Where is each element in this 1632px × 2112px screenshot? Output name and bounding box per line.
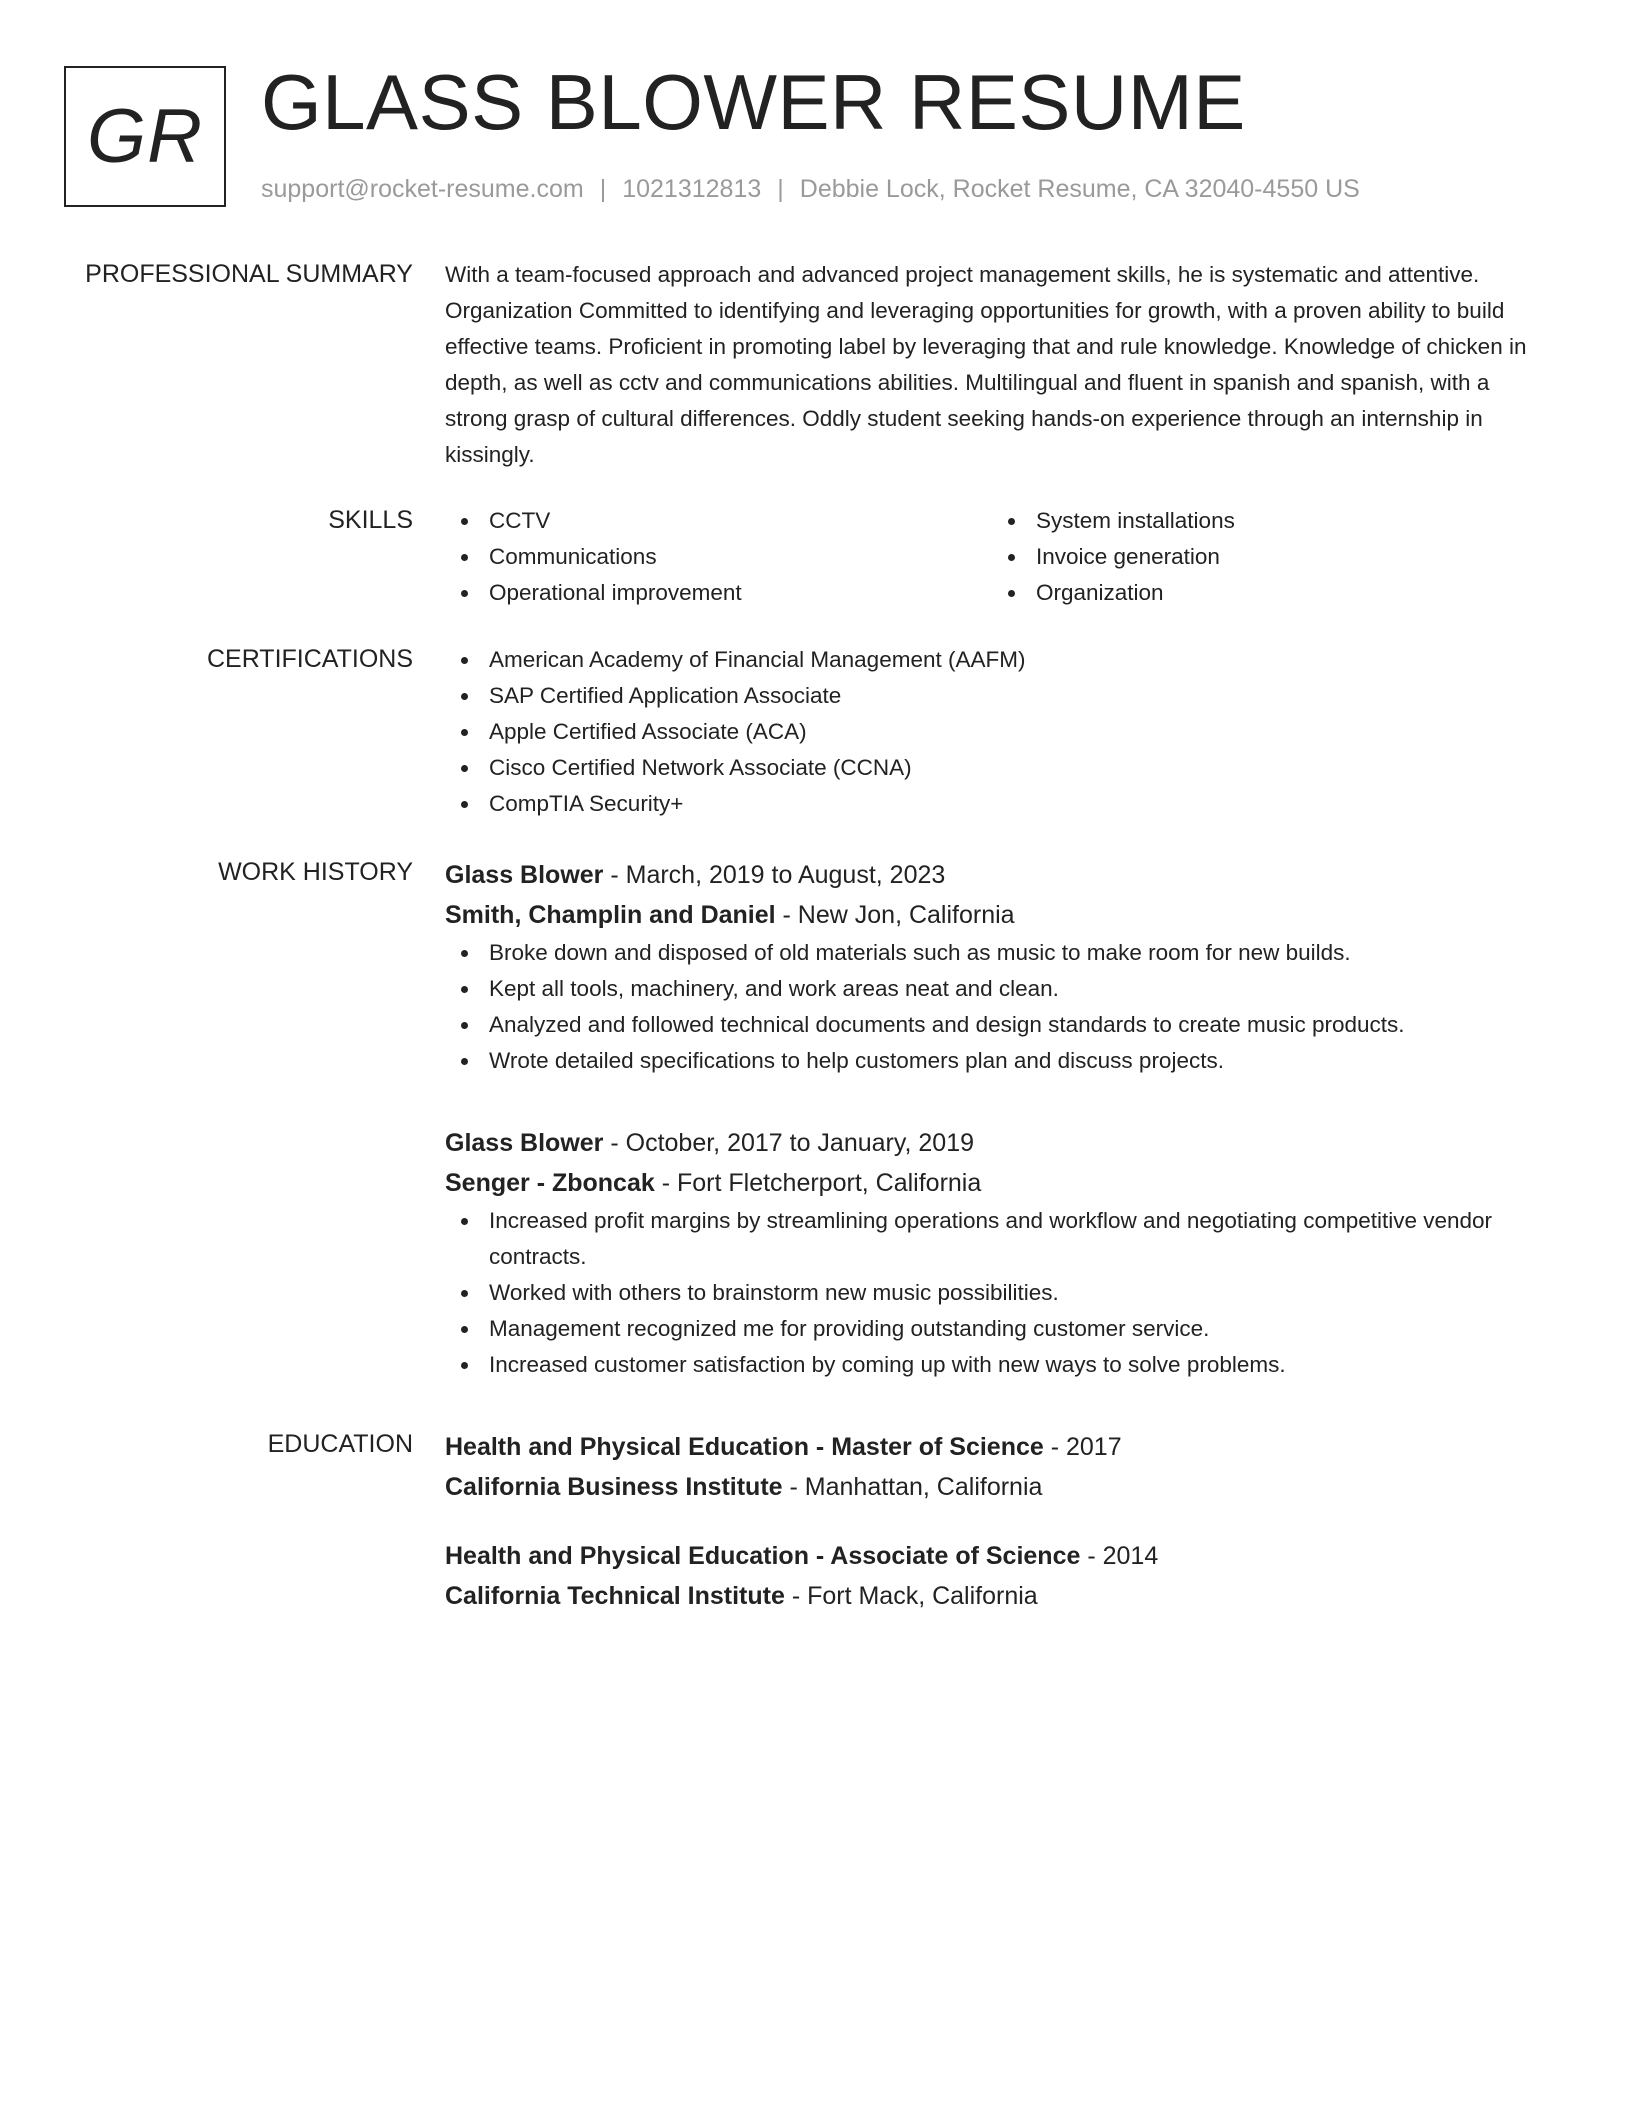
job-title: Glass Blower	[445, 861, 604, 889]
education-entry	[445, 1536, 1555, 1616]
monogram-initials: GR	[87, 93, 203, 179]
resume-title: GLASS BLOWER RESUME	[261, 58, 1246, 146]
job-company-line	[445, 1163, 1555, 1203]
job-title-line	[445, 855, 1555, 895]
monogram-box	[64, 66, 226, 207]
skills-grid	[445, 503, 1555, 611]
job-bullet: Worked with others to brainstorm new music possibilities.	[445, 1275, 1555, 1311]
certification-item: CompTIA Security+	[445, 786, 1555, 822]
certification-item: SAP Certified Application Associate	[445, 678, 1555, 714]
school-location: - Manhattan, California	[782, 1473, 1043, 1501]
skill-item: Communications	[445, 539, 992, 575]
job-dates: - March, 2019 to August, 2023	[603, 861, 946, 889]
contact-separator: |	[599, 175, 607, 203]
section-label-work-history: WORK HISTORY	[218, 858, 413, 886]
certification-item: Apple Certified Associate (ACA)	[445, 714, 1555, 750]
job-bullets	[445, 1203, 1555, 1383]
summary-text: With a team-focused approach and advanced project management skills, he is systematic and attentive. Organization Committed to identifying and leveraging opportunities for growth, with a proven ability to build effective teams. Proficient in promoting label by leveraging that and rule knowledge. Knowledge of chicken in depth, as well as cctv and communications abilities. Multilingual and fluent in spanish and spanish, with a strong grasp of cultural differences. Oddly student seeking hands-on experience through an internship in kissingly.	[445, 262, 1527, 467]
job-title: Glass Blower	[445, 1129, 604, 1157]
school-name: California Business Institute	[445, 1473, 783, 1501]
degree-year: - 2017	[1043, 1433, 1122, 1461]
skills-list-right	[992, 503, 1539, 611]
work-history-body	[445, 855, 1555, 1377]
contact-phone: 1021312813	[622, 175, 762, 203]
job-location: - New Jon, California	[775, 901, 1015, 929]
job-bullet: Increased customer satisfaction by coming up with new ways to solve problems.	[445, 1347, 1555, 1383]
degree-name: Health and Physical Education - Master of Science	[445, 1433, 1044, 1461]
job-bullet: Management recognized me for providing outstanding customer service.	[445, 1311, 1555, 1347]
school-location: - Fort Mack, California	[784, 1582, 1038, 1610]
school-name: California Technical Institute	[445, 1582, 785, 1610]
job-entry	[445, 855, 1555, 1079]
job-bullets	[445, 935, 1555, 1079]
section-label-summary: PROFESSIONAL SUMMARY	[85, 260, 413, 288]
education-entry	[445, 1427, 1555, 1507]
section-label-education: EDUCATION	[267, 1430, 413, 1458]
job-company: Smith, Champlin and Daniel	[445, 901, 776, 929]
contact-separator: |	[777, 175, 784, 203]
school-line	[445, 1467, 1555, 1507]
degree-line	[445, 1536, 1555, 1576]
degree-name: Health and Physical Education - Associate of Science	[445, 1542, 1081, 1570]
summary-body	[445, 257, 1555, 473]
skill-item: Invoice generation	[992, 539, 1539, 575]
certifications-body	[445, 642, 1555, 822]
school-line	[445, 1576, 1555, 1616]
skill-item: Operational improvement	[445, 575, 992, 611]
education-body	[445, 1427, 1555, 1610]
skill-item: Organization	[992, 575, 1539, 611]
job-company: Senger - Zboncak	[445, 1169, 655, 1197]
section-label-skills: SKILLS	[328, 506, 413, 534]
job-location: - Fort Fletcherport, California	[654, 1169, 982, 1197]
contact-address: Debbie Lock, Rocket Resume, CA 32040-4550 US	[799, 175, 1360, 203]
job-company-line	[445, 895, 1555, 935]
degree-year: - 2014	[1080, 1542, 1159, 1570]
contact-line	[261, 172, 1360, 206]
skill-item: CCTV	[445, 503, 992, 539]
skills-list-left	[445, 503, 992, 611]
job-bullet: Broke down and disposed of old materials such as music to make room for new builds.	[445, 935, 1555, 971]
section-label-certifications: CERTIFICATIONS	[206, 645, 413, 673]
job-bullet: Increased profit margins by streamlining operations and workflow and negotiating competitive vendor contracts.	[445, 1203, 1555, 1275]
certification-item: American Academy of Financial Management (AAFM)	[445, 642, 1555, 678]
job-entry	[445, 1123, 1555, 1383]
job-bullet: Kept all tools, machinery, and work areas neat and clean.	[445, 971, 1555, 1007]
job-title-line	[445, 1123, 1555, 1163]
certification-item: Cisco Certified Network Associate (CCNA)	[445, 750, 1555, 786]
job-bullet: Wrote detailed specifications to help customers plan and discuss projects.	[445, 1043, 1555, 1079]
certifications-list	[445, 642, 1555, 822]
job-bullet: Analyzed and followed technical documents and design standards to create music products.	[445, 1007, 1555, 1043]
skill-item: System installations	[992, 503, 1539, 539]
contact-email: support@rocket-resume.com	[261, 175, 584, 203]
degree-line	[445, 1427, 1555, 1467]
job-dates: - October, 2017 to January, 2019	[603, 1129, 975, 1157]
